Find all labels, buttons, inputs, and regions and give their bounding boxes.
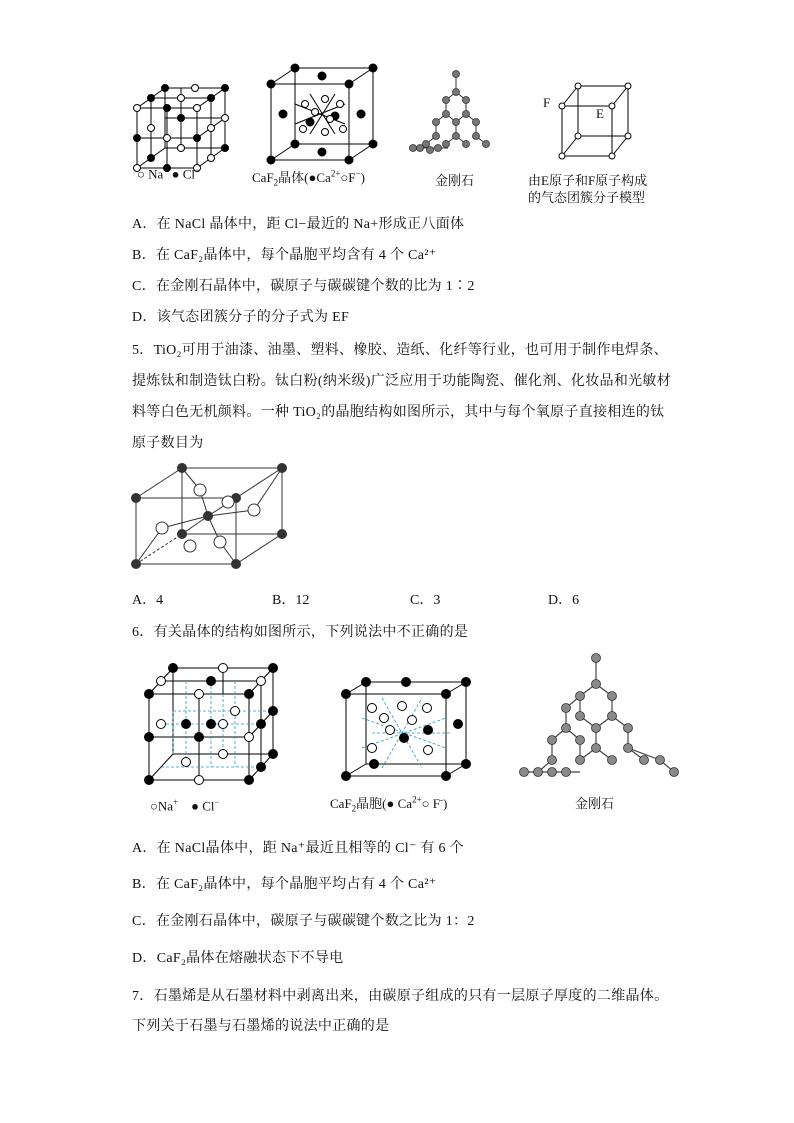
caf2-caption-bottom: CaF$_2$晶胞(● $Ca^{2+}○$ F-) (330, 794, 448, 814)
q6-option-a: A．在 NaCl晶体中，距 Na⁺最近且相等的 Cl⁻ 有 6 个 (132, 841, 464, 856)
caf2-cell-figure-top (265, 64, 375, 164)
nacl-legend-top: ○ Na+ ● Cl− (137, 165, 201, 182)
q5-option-d: D．6 (548, 593, 580, 608)
q6-option-c: C．在金刚石晶体中，碳原子与碳碳键个数之比为 1：2 (132, 914, 475, 929)
cluster-label-f: F (543, 95, 551, 110)
q6-option-b: B．在 CaF₂晶体中，每个晶胞平均占有 4 个 Ca²⁺ (132, 877, 437, 892)
q5-stem-line1: 5．TiO₂可用于油漆、油墨、塑料、橡胶、造纸、化纤等行业，也可用于制作电焊条、 (132, 343, 668, 358)
diamond-caption-bottom: 金刚石 (575, 796, 615, 811)
nacl-legend-bottom: ○Na+ ● Cl− (150, 797, 220, 814)
q5-option-c: C．3 (410, 593, 441, 608)
q4-option-d: D．该气态团簇分子的分子式为 EF (132, 310, 350, 325)
caf2-caption-top: CaF$_2$晶体$(●Ca^{2+}○F^-)$ (252, 168, 365, 188)
q5-option-a: A．4 (132, 593, 164, 608)
q5-option-b: B．12 (272, 593, 310, 608)
q4-option-c: C．在金刚石晶体中，碳原子与碳碳键个数的比为 1∶2 (132, 279, 475, 294)
nacl-lattice-figure-bottom (143, 662, 283, 787)
diamond-figure-top (408, 70, 498, 160)
q5-stem-line2: 提炼钛和制造钛白粉。钛白粉(纳米级)广泛应用于功能陶瓷、催化剂、化妆品和光敏材 (132, 374, 672, 389)
cluster-cube-figure (548, 80, 638, 160)
q7-stem-line1: 7．石墨烯是从石墨材料中剥离出来，由碳原子组成的只有一层原子厚度的二维晶体。 (132, 989, 669, 1004)
caf2-cell-figure-bottom (342, 678, 472, 783)
q5-stem-line3: 料等白色无机颜料。一种 TiO₂的晶胞结构如图所示，其中与每个氧原子直接相连的钛 (132, 405, 665, 420)
q6-option-d: D．CaF₂晶体在熔融状态下不导电 (132, 951, 344, 966)
q6-stem: 6．有关晶体的结构如图所示，下列说法中不正确的是 (132, 625, 469, 640)
tio2-cell-figure (132, 462, 292, 572)
cluster-label-e: E (596, 106, 604, 121)
q7-stem-line2: 下列关于石墨与石墨烯的说法中正确的是 (132, 1019, 390, 1034)
q4-option-a: A．在 NaCl 晶体中，距 Cl−最近的 Na+形成正八面体 (132, 217, 465, 232)
diamond-caption-top: 金刚石 (435, 173, 475, 188)
nacl-lattice-figure-top (133, 78, 233, 178)
cluster-caption-line2: 的气态团簇分子模型 (528, 190, 646, 205)
cluster-caption-line1: 由E原子和F原子构成 (528, 173, 648, 188)
q5-stem-line4: 原子数目为 (132, 436, 204, 451)
q4-option-b: B．在 CaF₂晶体中，每个晶胞平均含有 4 个 Ca²⁺ (132, 248, 437, 263)
diamond-figure-bottom (520, 652, 680, 782)
